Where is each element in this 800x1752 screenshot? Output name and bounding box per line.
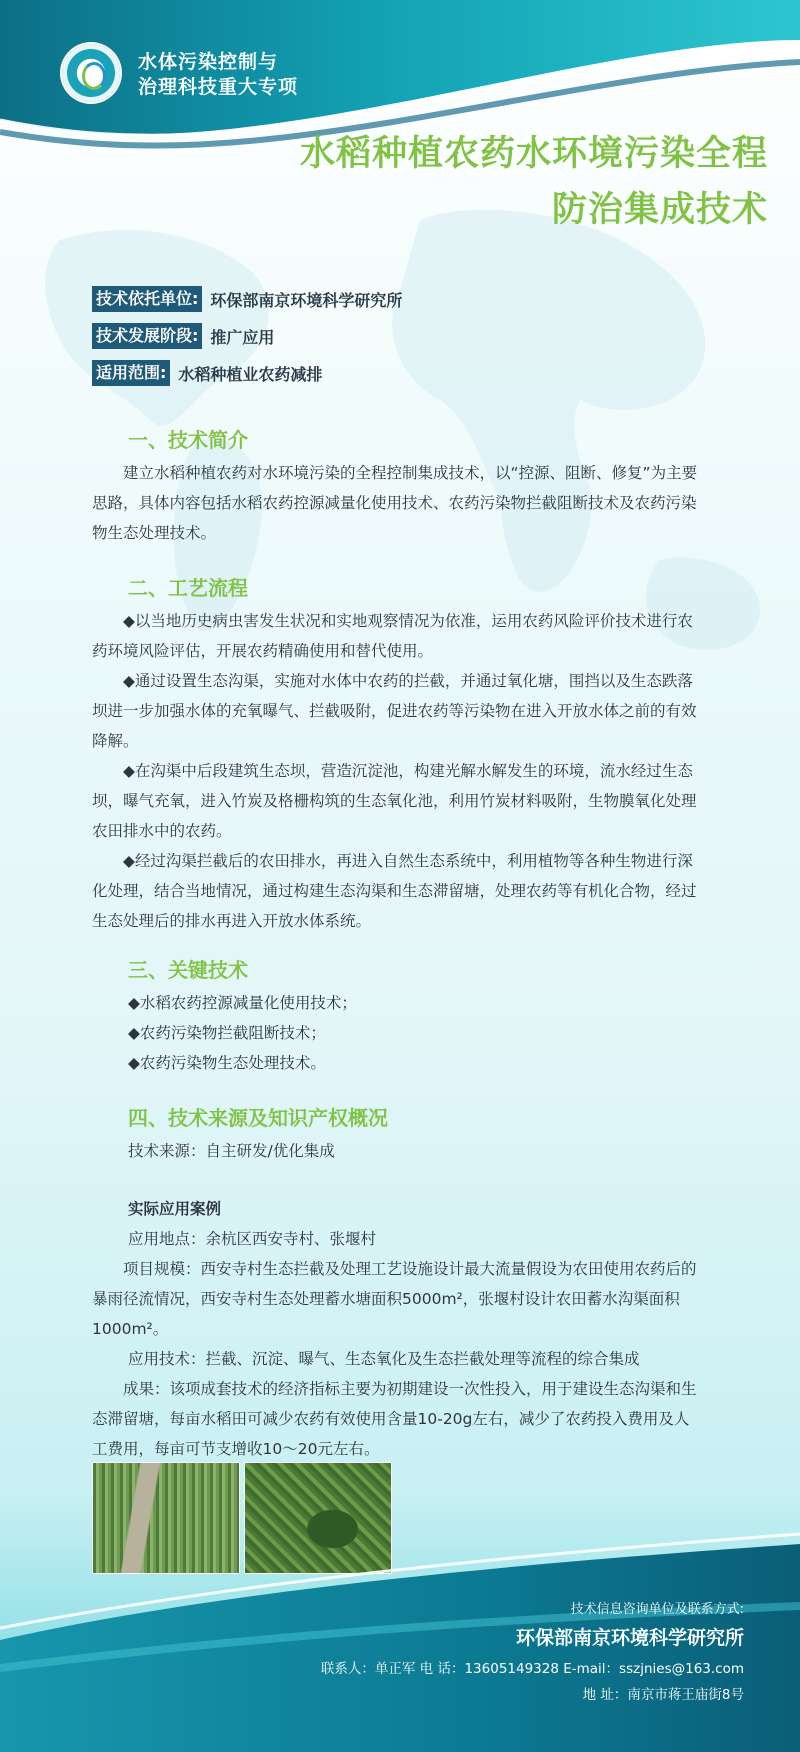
section-title: 三、关键技术 xyxy=(128,958,248,982)
case-result: 成果：该项成套技术的经济指标主要为初期建设一次性投入，用于建设生态沟渠和生态滞留塘，每亩水稻田可减少农药有效使用含量10-20g左右，减少了农药投入费用及人工费用，每亩可节支增收10～20元左右。 xyxy=(92,1380,697,1458)
contact-heading: 技术信息咨询单位及联系方式: xyxy=(570,1602,744,1617)
info-value: 水稻种植业农药减排 xyxy=(178,364,323,384)
info-row-unit xyxy=(92,286,402,312)
contact-address: 地 址：南京市蒋王庙街8号 xyxy=(582,1687,744,1703)
page-title-line1: 水稻种植农药水环境污染全程 xyxy=(299,134,768,174)
case-title: 实际应用案例 xyxy=(128,1200,222,1218)
org-title xyxy=(138,50,298,100)
key-tech-item: ◆水稻农药控源减量化使用技术； xyxy=(128,994,357,1012)
section-title: 四、技术来源及知识产权概况 xyxy=(128,1106,388,1130)
section-process xyxy=(92,574,704,936)
info-block xyxy=(92,286,402,397)
org-title-line1: 水体污染控制与 xyxy=(138,51,279,73)
process-step: ◆通过设置生态沟渠，实施对水体中农药的拦截，并通过氧化塘，围挡以及生态跌落坝进一步加强水体的充氧曝气、拦截吸附，促进农药等污染物在进入开放水体之前的有效降解。 xyxy=(92,672,697,750)
contact-block xyxy=(321,1600,744,1708)
case-scale: 项目规模：西安寺村生态拦截及处理工艺设施设计最大流量假设为农田使用农药后的暴雨径流情况，西安寺村生态处理蓄水塘面积5000m²，张堰村设计农田蓄水沟渠面积1000m²。 xyxy=(92,1260,697,1338)
info-label: 技术依托单位: xyxy=(92,286,202,312)
key-tech-item: ◆农药污染物拦截阻断技术； xyxy=(128,1024,326,1042)
process-step: ◆经过沟渠拦截后的农田排水，再进入自然生态系统中，利用植物等各种生物进行深化处理，结合当地情况，通过构建生态沟渠和生态滞留塘，处理农药等有机化合物，经过生态处理后的排水再进入开放水体系统。 xyxy=(92,852,697,930)
info-label: 技术发展阶段: xyxy=(92,323,202,349)
org-title-line2: 治理科技重大专项 xyxy=(138,76,299,98)
process-step: ◆在沟渠中后段建筑生态坝，营造沉淀池，构建光解水解发生的环境，流水经过生态坝，曝气充氧，进入竹炭及格栅构筑的生态氧化池，利用竹炭材料吸附，生物膜氧化处理农田排水中的农药。 xyxy=(92,762,697,840)
case-tech: 应用技术：拦截、沉淀、曝气、生态氧化及生态拦截处理等流程的综合集成 xyxy=(128,1350,640,1368)
process-step: ◆以当地历史病虫害发生状况和实地观察情况为依准，运用农药风险评价技术进行农药环境风险评估，开展农药精确使用和替代使用。 xyxy=(92,612,693,660)
contact-org: 环保部南京环境科学研究所 xyxy=(515,1627,744,1649)
info-label: 适用范围: xyxy=(92,360,170,386)
section-paragraph: 建立水稻种植农药对水环境污染的全程控制集成技术，以“控源、阻断、修复”为主要思路，具体内容包括水稻农药控源减量化使用技术、农药污染物拦截阻断技术及农药污染物生态处理技术。 xyxy=(92,464,698,542)
project-logo xyxy=(62,44,120,102)
contact-person: 联系人：单正军 电 话：13605149328 E-mail：sszjnies@163.com xyxy=(320,1661,744,1677)
info-value: 推广应用 xyxy=(210,327,275,347)
case-location: 应用地点：余杭区西安寺村、张堰村 xyxy=(128,1230,377,1248)
source-text: 技术来源：自主研发/优化集成 xyxy=(128,1142,335,1160)
key-tech-item: ◆农药污染物生态处理技术。 xyxy=(128,1054,326,1072)
section-source xyxy=(92,1104,704,1464)
page-title xyxy=(300,126,768,238)
page-title-line2: 防治集成技术 xyxy=(551,190,768,230)
section-title: 二、工艺流程 xyxy=(128,576,248,600)
section-key-tech xyxy=(92,956,704,1078)
info-row-scope xyxy=(92,360,402,386)
section-title: 一、技术简介 xyxy=(128,428,248,452)
info-value: 环保部南京环境科学研究所 xyxy=(210,290,403,310)
info-row-stage xyxy=(92,323,402,349)
section-intro xyxy=(92,426,704,548)
